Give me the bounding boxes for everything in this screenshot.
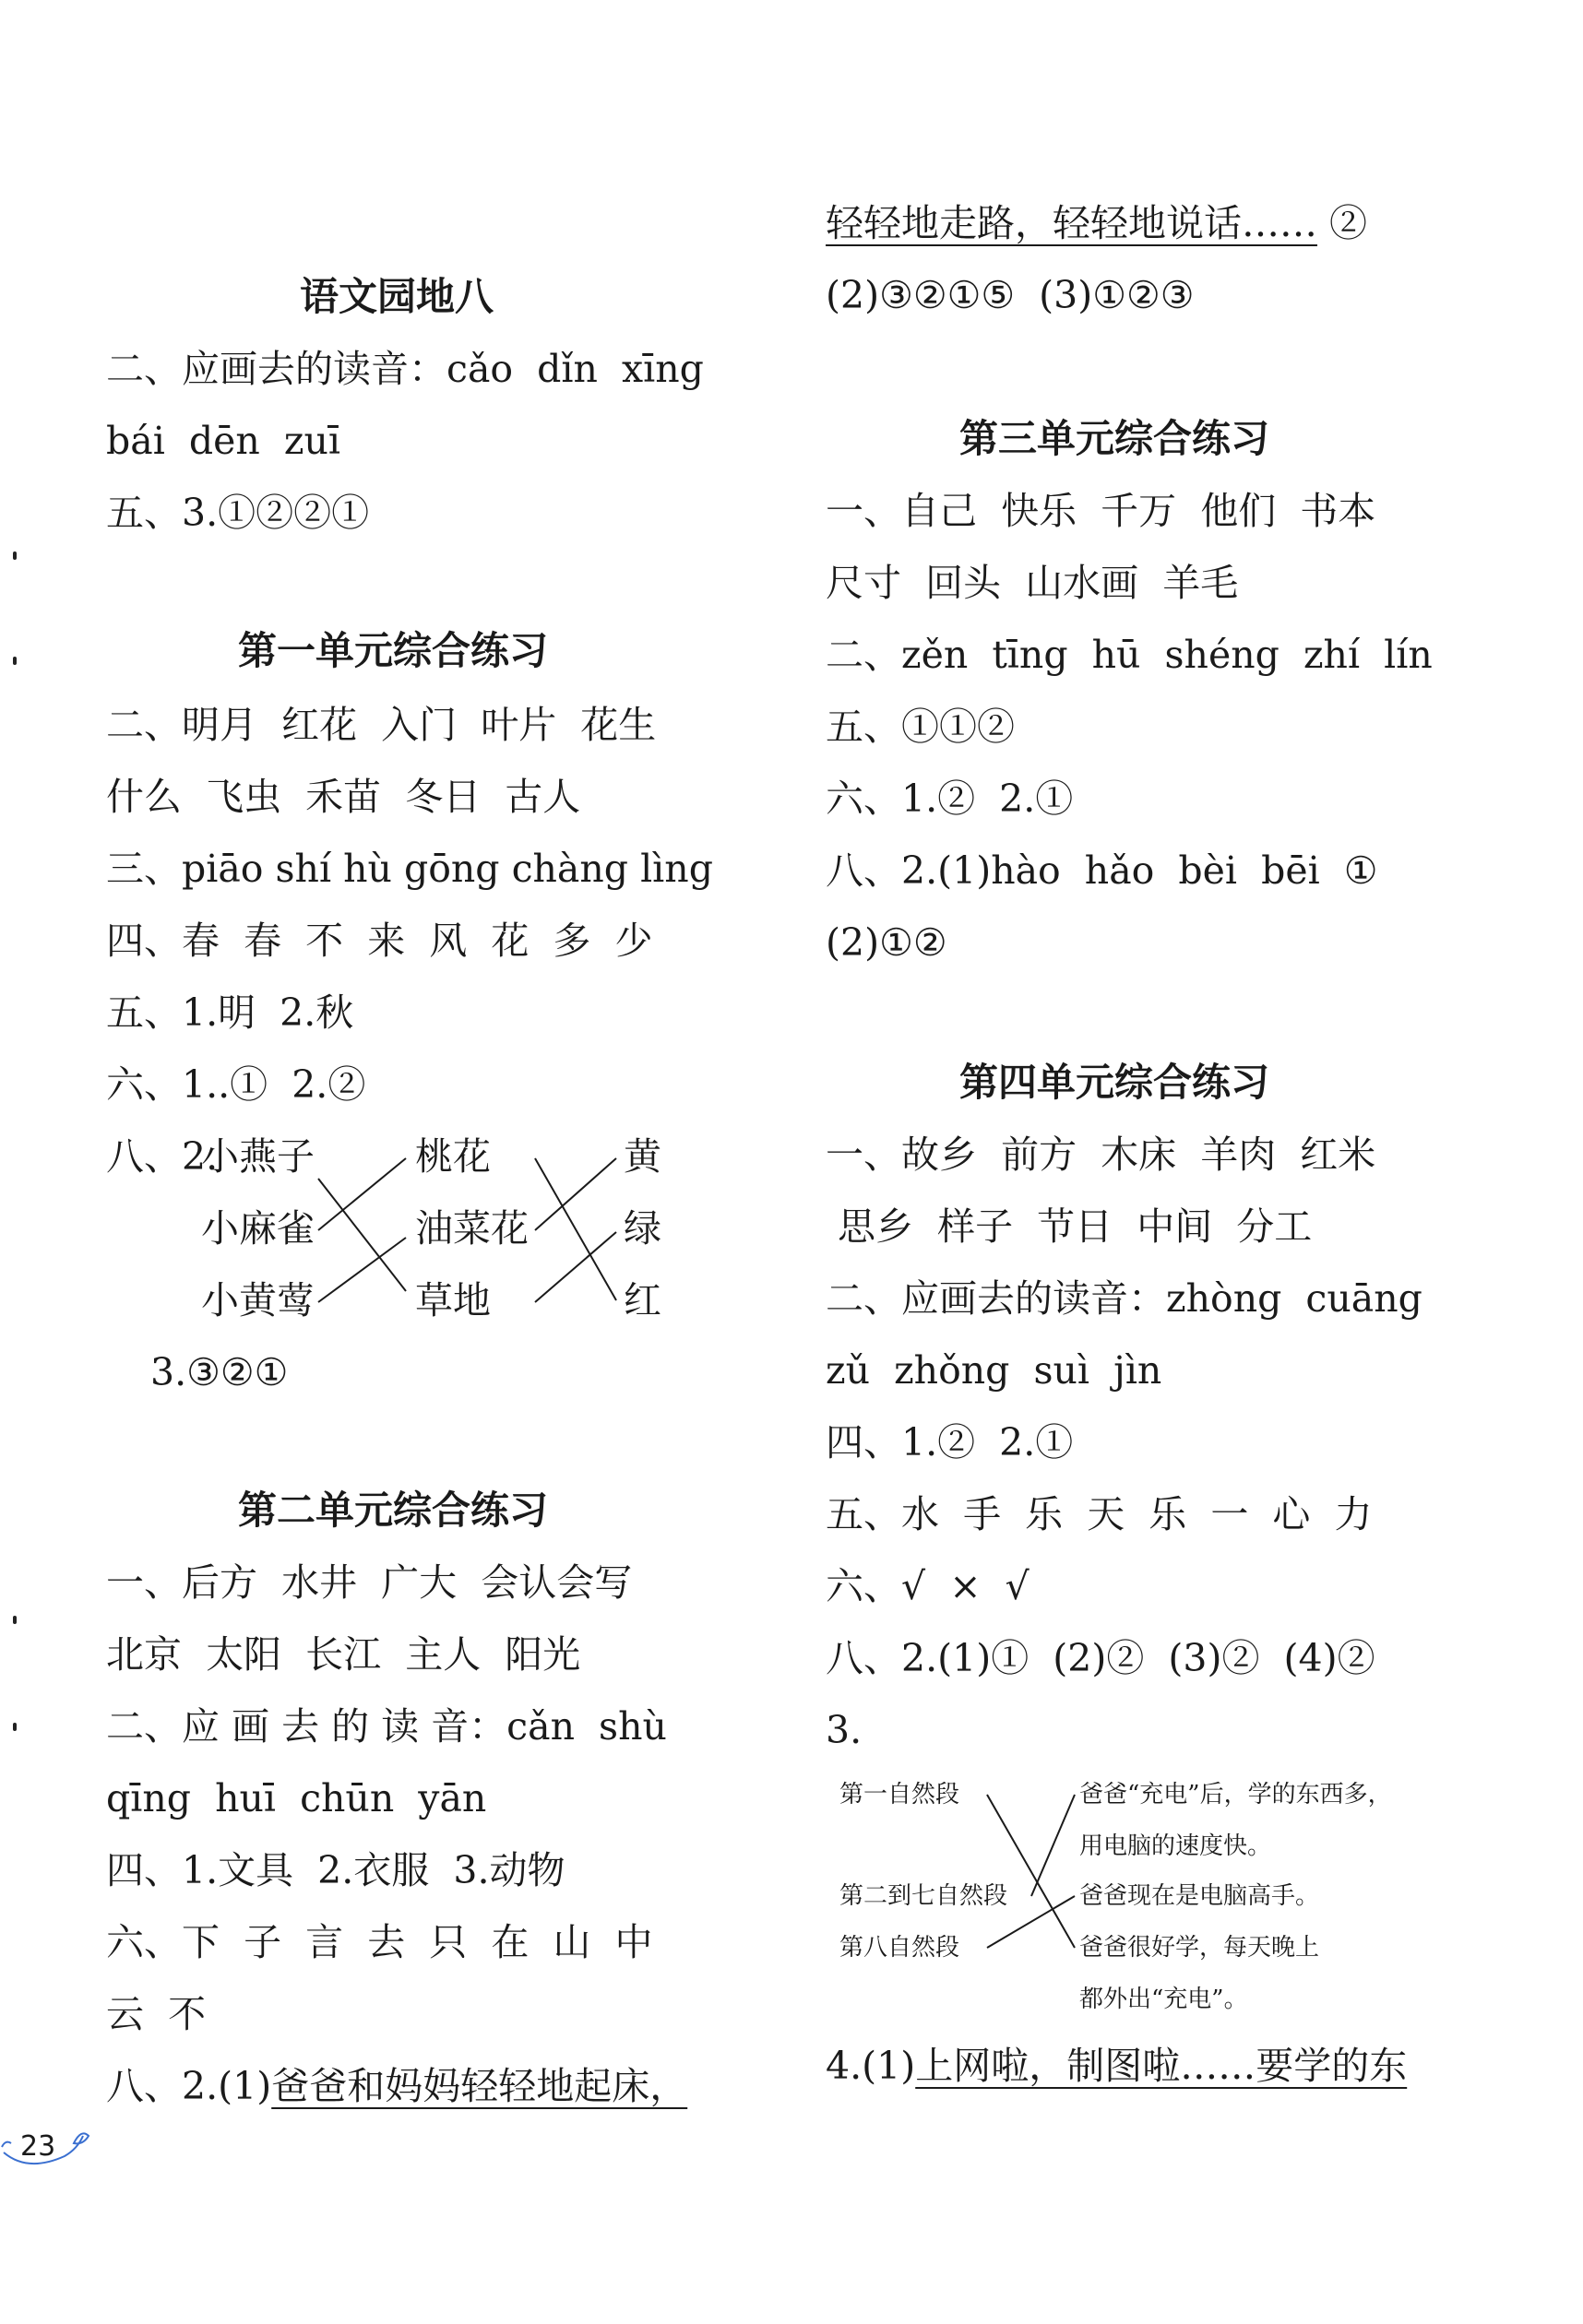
answer-line: 一、故乡 前方 木床 羊肉 红米 [826,1132,1376,1177]
match-place: 草地 [415,1278,491,1322]
answer-line: 尺寸 回头 山水画 羊毛 [826,561,1239,605]
answer-line: 五、水 手 乐 天 乐 一 心 力 [826,1492,1373,1536]
match-line [987,1896,1075,1948]
paragraph-summary: 爸爸“充电”后，学的东西多， [1079,1781,1392,1808]
section-title-yuwen-yuandi-8: 语文园地八 [300,274,494,319]
match-prefix: 八、2. [106,1134,219,1179]
answer-line: qīng huī chūn yān [106,1776,487,1820]
page-number: 23 [20,2130,56,2163]
section-title-unit-3: 第三单元综合练习 [959,416,1270,461]
paragraph-summary: 爸爸很好学，每天晚上 [1079,1934,1320,1962]
match-bird: 小麻雀 [201,1206,315,1251]
underlined-answer: 爸爸和妈妈轻轻地起床， [271,2064,688,2108]
answer-line: 四、1.② 2.① [826,1420,1074,1464]
answer-line: 二、应画去的读音：cǎo dǐn xīng [106,347,704,391]
underlined-answer: 上网啦，制图啦……要学的东 [915,2044,1408,2088]
match-place: 桃花 [415,1134,491,1179]
match-color: 红 [624,1278,661,1322]
section-title-unit-2: 第二单元综合练习 [238,1488,549,1533]
answer-line: 二、应 画 去 的 读 音：cǎn shù [106,1704,667,1749]
answer-line: 思乡 样子 节日 中间 分工 [826,1204,1313,1249]
answer-line: 八、2.(1)hào hǎo bèi bēi ① [826,848,1378,893]
answer-line: 3.③②① [150,1350,289,1394]
match-bird: 小燕子 [201,1134,315,1179]
answer-line: 北京 太阳 长江 主人 阳光 [106,1632,581,1677]
match-place: 油菜花 [415,1206,529,1251]
underlined-answer: 轻轻地走路，轻轻地说话…… [826,201,1317,245]
paragraph-summary: 都外出“充电”。 [1079,1986,1248,2013]
answer-line: 三、piāo shí hù gōng chàng lìng [106,847,713,891]
answer-prefix: 4.(1) [826,2044,916,2088]
answer-line: 四、1.文具 2.衣服 3.动物 [106,1848,565,1892]
answer-line: 一、自己 快乐 千万 他们 书本 [826,489,1376,533]
answer-line: 四、春 春 不 来 风 花 多 少 [106,919,653,963]
paragraph-summary: 用电脑的速度快。 [1079,1832,1272,1860]
answer-line: 3. [826,1708,863,1752]
answer-line: (2)①② [826,920,947,965]
answer-line: 五、3.①②②① [106,491,370,535]
answer-line: zǔ zhǒng suì jìn [826,1348,1162,1393]
paragraph-label: 第八自然段 [839,1934,960,1962]
match-line [987,1795,1075,1948]
answer-line: 二、应画去的读音：zhòng cuāng [826,1276,1422,1321]
answer-line: 五、①①② [826,705,1015,749]
answer-line: bái dēn zuī [106,419,340,463]
answer-line [826,2042,1407,2090]
section-title-unit-1: 第一单元综合练习 [238,628,549,673]
answer-line: 什么 飞虫 禾苗 冬日 古人 [106,775,581,819]
match-line [1031,1795,1075,1896]
answer-line: 二、明月 红花 入门 叶片 花生 [106,703,657,747]
answer-line: 一、后方 水井 广大 会认会写 [106,1560,633,1605]
paragraph-label: 第一自然段 [839,1781,960,1808]
answer-line: 二、zěn tīng hū shéng zhí lín [826,633,1433,677]
answer-prefix: 八、2.(1) [106,2064,272,2108]
answer-line: 五、1.明 2.秋 [106,990,354,1035]
answer-suffix: ② [1317,201,1368,245]
answer-line: 六、√ × √ [826,1564,1030,1608]
section-title-unit-4: 第四单元综合练习 [959,1060,1270,1105]
answer-line: 六、1.② 2.① [826,777,1074,821]
answer-line: 云 不 [106,1992,207,2036]
match-color: 黄 [624,1134,661,1179]
match-bird: 小黄莺 [201,1278,315,1322]
answer-line: (2)③②①⑤ (3)①②③ [826,273,1195,317]
paragraph-summary: 爸爸现在是电脑高手。 [1079,1882,1320,1910]
answer-line: 八、2.(1)① (2)② (3)② (4)② [826,1636,1375,1680]
match-color: 绿 [624,1206,661,1251]
answer-line: 六、下 子 言 去 只 在 山 中 [106,1920,653,1964]
paragraph-label: 第二到七自然段 [839,1882,1008,1910]
answer-line: 六、1..① 2.② [106,1062,366,1107]
